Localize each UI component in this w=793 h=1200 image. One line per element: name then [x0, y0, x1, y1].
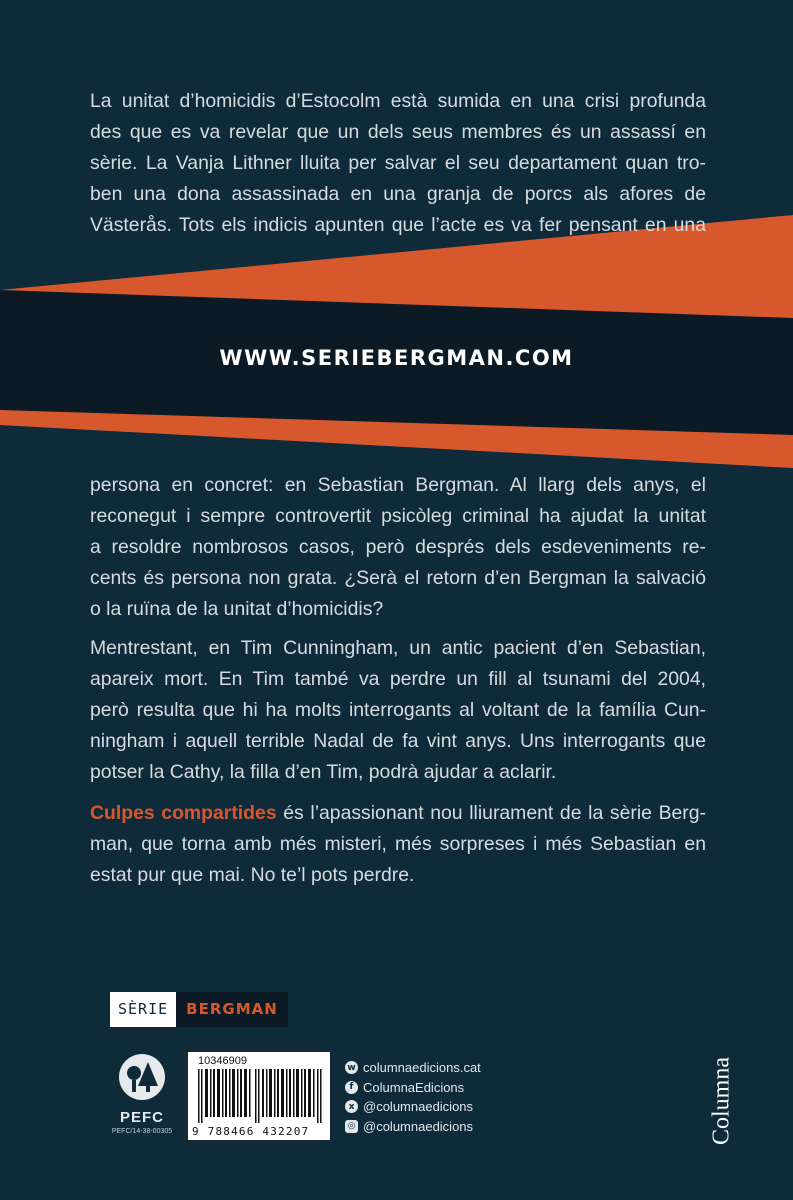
- x-icon: x: [345, 1100, 358, 1113]
- text-fragment: és l’apassionant nou lliurament de la sèrie Berg-: [276, 802, 706, 824]
- pefc-code: PEFC/14-38-00305: [111, 1128, 173, 1135]
- barcode-bars: [198, 1069, 322, 1123]
- social-item-facebook[interactable]: [345, 1078, 481, 1098]
- text-line: [90, 798, 706, 829]
- text-line: però resulta que hi ha molts interrogants al voltant de la família Cun-: [90, 699, 706, 721]
- social-links: [345, 1058, 481, 1136]
- text-line: Mentrestant, en Tim Cunningham, un antic pacient d’en Sebastian,: [90, 637, 706, 659]
- publisher-name: Columna: [708, 1057, 735, 1145]
- paragraph-cunningham: [90, 633, 706, 788]
- social-text: columnaedicions.cat: [363, 1060, 481, 1076]
- social-text: @columnaedicions: [363, 1118, 474, 1134]
- text-line: Västerås. Tots els indicis apunten que l’acte es va fer pensant en una: [90, 214, 706, 236]
- paragraph-intro: [90, 86, 706, 241]
- social-text: ColumnaEdicions: [363, 1079, 465, 1095]
- text-line: estat pur que mai. No te’l pots perdre.: [90, 864, 415, 886]
- pefc-label: PEFC: [119, 1109, 164, 1126]
- text-line: apareix mort. En Tim també va perdre un fill al tsunami del 2004,: [90, 668, 706, 690]
- social-item-web[interactable]: [345, 1058, 481, 1078]
- book-title: Culpes compartides: [90, 802, 277, 824]
- pefc-logo: [104, 1052, 180, 1135]
- text-line: ben una dona assassinada en una granja de porcs als afores de: [90, 183, 706, 205]
- text-line: a resoldre nombrosos casos, però després dels esdeveniments re-: [90, 536, 706, 558]
- series-badge-right: BERGMAN: [176, 992, 288, 1027]
- paragraph-bergman: [90, 470, 706, 625]
- text-line: man, que torna amb més misteri, més sorpreses i més Sebastian en: [90, 833, 706, 855]
- text-line: cents és persona non grata. ¿Serà el retorn d’en Bergman la salvació: [90, 567, 706, 589]
- text-line: ningham i aquell terrible Nadal de fa vint anys. Uns interrogants que: [90, 730, 706, 752]
- text-line: sèrie. La Vanja Lithner lluita per salvar el seu departament quan tro-: [90, 152, 706, 174]
- paragraph-summary: [90, 798, 706, 891]
- social-text: @columnaedicions: [363, 1099, 474, 1115]
- facebook-icon: f: [345, 1081, 358, 1094]
- text-line: reconegut i sempre controvertit psicòleg criminal ha ajudat la unitat: [90, 505, 706, 527]
- social-item-x[interactable]: [345, 1097, 481, 1117]
- text-line: La unitat d’homicidis d’Estocolm està sumida en una crisi profunda: [90, 90, 706, 112]
- text-line: des que es va revelar que un dels seus membres és un assassí en: [90, 121, 706, 143]
- barcode-ean: 9 788466 432207: [192, 1125, 310, 1138]
- website-url[interactable]: WWW.SERIEBERGMAN.COM: [219, 346, 574, 370]
- pefc-tree-icon: [112, 1052, 172, 1102]
- social-item-instagram[interactable]: [345, 1117, 481, 1137]
- text-line: o la ruïna de la unitat d’homicidis?: [90, 598, 384, 620]
- barcode: [188, 1052, 330, 1140]
- web-icon: w: [345, 1061, 358, 1074]
- series-badge-left: SÈRIE: [110, 992, 176, 1027]
- barcode-top-number: 10346909: [198, 1055, 247, 1067]
- series-badge: [110, 992, 288, 1027]
- text-line: potser la Cathy, la filla d’en Tim, podrà ajudar a aclarir.: [90, 761, 557, 783]
- publisher-logo: [702, 1031, 742, 1171]
- text-line: persona en concret: en Sebastian Bergman. Al llarg dels anys, el: [90, 474, 706, 496]
- instagram-icon: ◎: [345, 1120, 358, 1133]
